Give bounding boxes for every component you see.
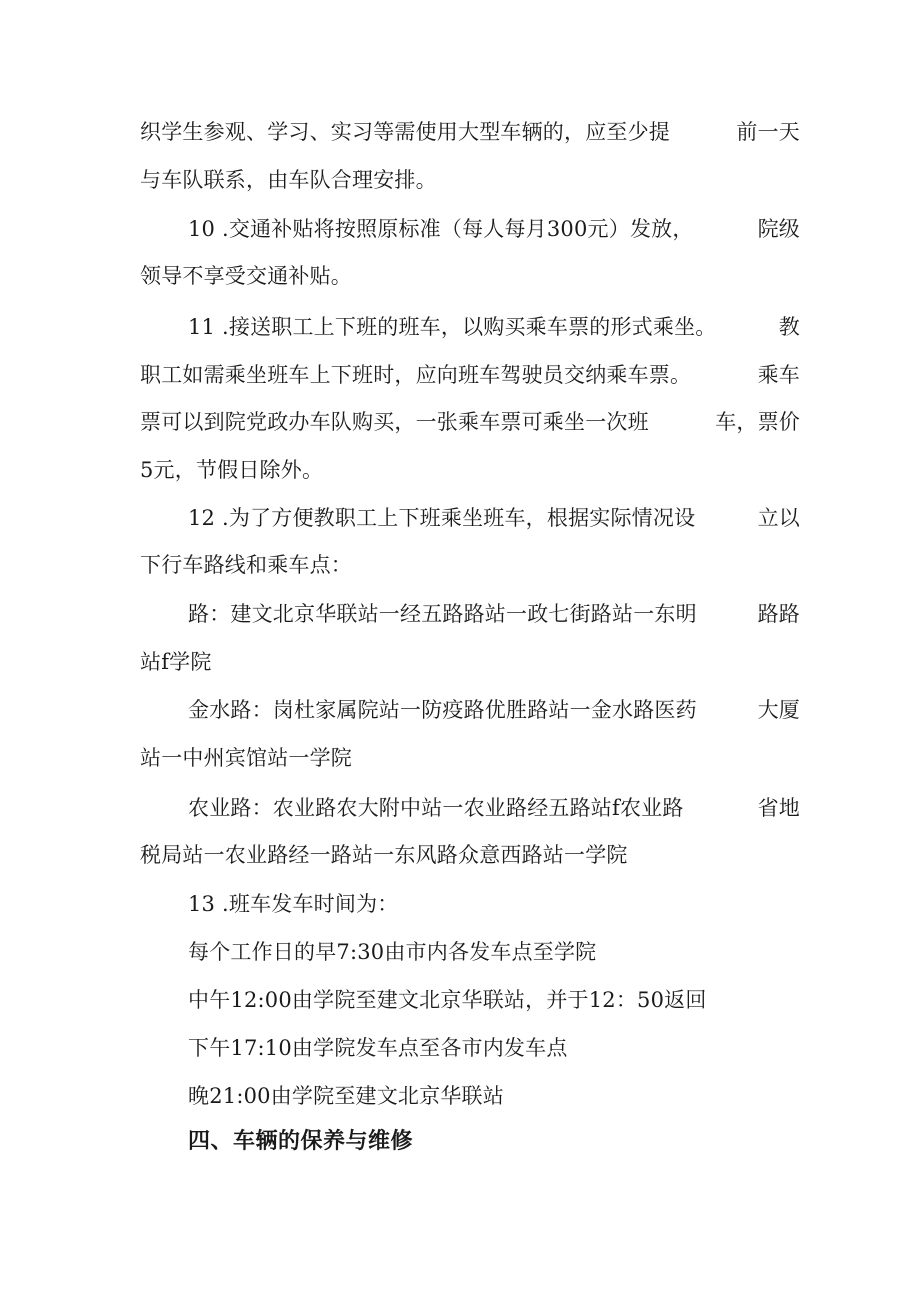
p10-line-1-a: 10 .交通补贴将按照原标准（每人每月300元）发放， (188, 217, 694, 241)
p9-line-1 (140, 118, 800, 146)
route1-line-1-b: 路路 (757, 602, 800, 626)
route1-line-2: 站f学院 (140, 650, 212, 674)
p9-line-1-b: 前一天 (736, 120, 800, 144)
p12-line-1-b: 立以 (757, 506, 800, 530)
section-4-heading: 四、车辆的保养与维修 (188, 1129, 414, 1154)
p12-line-1-a: 12 .为了方便教职工上下班乘坐班车，根据实际情况设 (188, 506, 696, 530)
route3-line-1-b: 省地 (757, 796, 800, 820)
route2-line-1-a: 金水路：岗杜家属院站一防疫路优胜路站一金水路医药 (188, 698, 697, 722)
route1-line-1 (188, 600, 800, 628)
p10-line-2: 领导不享受交通补贴。 (140, 264, 352, 288)
schedule-morning: 每个工作日的早7:30由市内各发车点至学院 (188, 940, 597, 964)
p11-line-3-a: 票可以到院党政办车队购买，一张乘车票可乘坐一次班 (140, 410, 649, 434)
route2-line-2: 站一中州宾馆站一学院 (140, 746, 352, 770)
route2-line-1 (188, 696, 800, 724)
schedule-afternoon: 下午17:10由学院发车点至各市内发车点 (188, 1036, 568, 1060)
p11-line-4: 5元，节假日除外。 (140, 458, 324, 482)
p11-line-3-b: 车，票价 (715, 410, 800, 434)
p13-line-1: 13 .班车发车时间为： (188, 892, 399, 916)
p11-line-1-a: 11 .接送职工上下班的班车，以购买乘车票的形式乘坐。 (188, 315, 717, 339)
route3-line-1-a: 农业路：农业路农大附中站一农业路经五路站f农业路 (188, 796, 684, 820)
p9-line-1-a: 织学生参观、学习、实习等需使用大型车辆的，应至少提 (140, 120, 670, 144)
schedule-evening: 晚21:00由学院至建文北京华联站 (188, 1084, 504, 1108)
p9-line-2: 与车队联系，由车队合理安排。 (140, 168, 437, 192)
p10-line-1-b: 院级 (757, 217, 800, 241)
p11-line-1-b: 教 (778, 315, 800, 339)
p11-line-3 (140, 408, 800, 436)
p11-line-2 (140, 361, 800, 389)
schedule-noon: 中午12:00由学院至建文北京华联站，并于12：50返回 (188, 988, 707, 1012)
p12-line-1 (188, 504, 800, 532)
route3-line-1 (188, 794, 800, 822)
p12-line-2: 下行车路线和乘车点： (140, 553, 352, 577)
p11-line-2-b: 乘车 (757, 363, 800, 387)
p11-line-1 (188, 313, 800, 341)
p10-line-1 (188, 215, 800, 243)
p11-line-2-a: 职工如需乘坐班车上下班时，应向班车驾驶员交纳乘车票。 (140, 363, 692, 387)
route3-line-2: 税局站一农业路经一路站一东风路众意西路站一学院 (140, 843, 628, 867)
route1-line-1-a: 路：建文北京华联站一经五路路站一政七街路站一东明 (188, 602, 697, 626)
route2-line-1-b: 大厦 (757, 698, 800, 722)
